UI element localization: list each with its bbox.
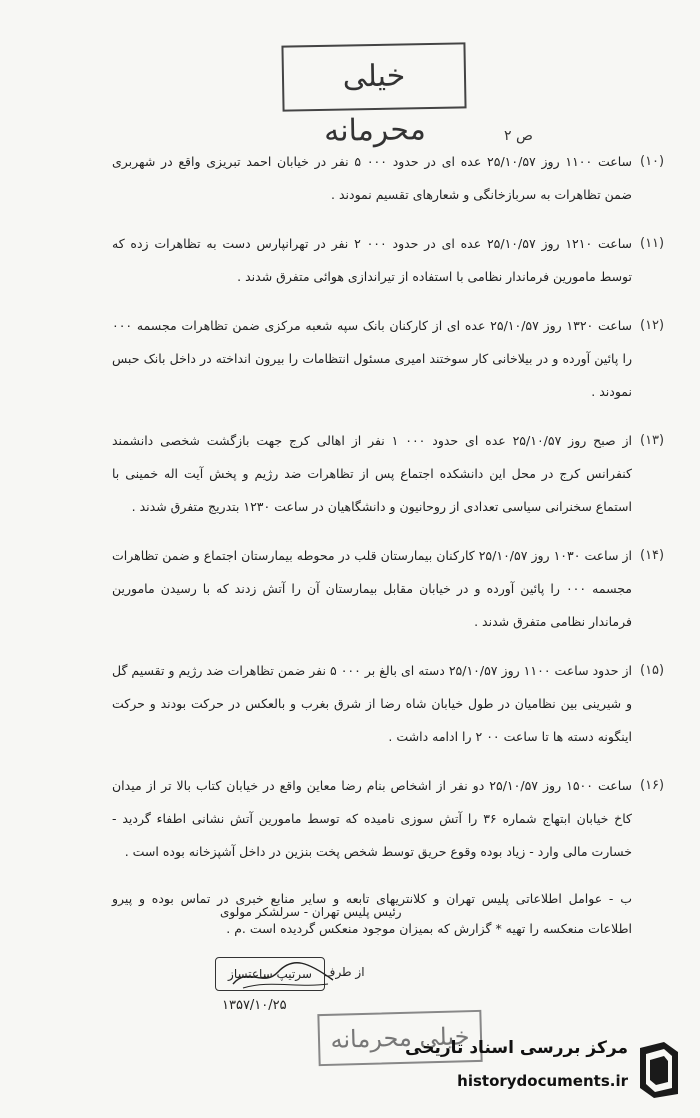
item-text: ساعت ۱۳۲۰ روز ۲۵/۱۰/۵۷ عده ای از کارکنان بانک سپه شعبه مرکزی ضمن تظاهرات مجسمه ۰۰۰ را پائین آورده و در بیلاخانی کار سوختند امیری مسئول انتظامات را بیرون انداخته در داخل بانک حبس نمودند . — [112, 318, 632, 399]
report-footnote: ب - عوامل اطلاعاتی پلیس تهران و کلانتریهای تابعه و سایر منابع خبری در تماس بوده و پیرو اطلاعات منعکسه را تهیه * گزارش که بمیزان موجود منعکس گردیده است .م . — [112, 891, 632, 936]
item-text: از حدود ساعت ۱۱۰۰ روز ۲۵/۱۰/۵۷ دسته ای بالغ بر ۰۰۰ ۵ نفر ضمن تظاهرات ضد رژیم و تقسیم گل و شیرینی بین نظامیان در طول خیابان شاه رضا از شرق بغرب و بالعکس در حرکت بودند و حرکت اینگونه دسته ها تا ساعت ۰۰ ۲ را ادامه داشت . — [112, 663, 632, 744]
report-item-13 — [112, 424, 665, 523]
watermark-footer — [400, 1032, 690, 1110]
item-number: (۱۲) — [640, 318, 665, 333]
signature-date: ۱۳۵۷/۱۰/۲۵ — [222, 998, 287, 1013]
book-logo-icon — [634, 1038, 684, 1100]
classification-stamp-bottom: خیلی محرمانه — [317, 1010, 482, 1066]
item-number: (۱۱) — [640, 236, 665, 251]
classification-stamp-top: خیلی محرمانه — [281, 42, 466, 111]
item-number: (۱۳) — [640, 433, 665, 448]
page-number: ص ۲ — [504, 128, 533, 144]
item-number: (۱۶) — [640, 778, 665, 793]
report-item-14 — [112, 539, 665, 638]
report-item-16 — [112, 769, 665, 868]
item-number: (۱۰) — [640, 154, 665, 169]
item-number: (۱۵) — [640, 663, 665, 678]
watermark-url: historydocuments.ir — [457, 1072, 628, 1090]
signature-scribble-icon — [228, 958, 338, 992]
item-text: از ساعت ۱۰۳۰ روز ۲۵/۱۰/۵۷ کارکنان بیمارستان قلب در محوطه بیمارستان اجتماع و ضمن تظاهرات مجسمه ۰۰۰ را پائین آورده و در خیابان مقابل بیمارستان آن را آتش زدند که با رسیدن مامورین فرماندار نظامی متفرق شدند . — [112, 548, 632, 629]
signature-official-title: رئیس پلیس تهران - سرلشکر مولوی — [220, 905, 402, 919]
report-body — [112, 145, 665, 944]
watermark-title: مرکز بررسی اسناد تاریخی — [405, 1038, 628, 1058]
signature-on-behalf-label: از طرف — [323, 965, 365, 979]
report-item-12 — [112, 309, 665, 408]
report-item-10 — [112, 145, 665, 211]
item-text: ساعت ۱۵۰۰ روز ۲۵/۱۰/۵۷ دو نفر از اشخاص بنام رضا معاین واقع در خیابان کتاب بالا تر از میدان کاخ خیابان ابتهاج شماره ۳۶ را آتش سوزی نامیده که توسط مامورین آتش نشانی اطفاء گردید - خسارت مالی وارد - زیاد بوده وقوع حریق توسط شخص پخت بنزین در داخل آشپزخانه بوده است . — [112, 778, 632, 859]
item-text: ساعت ۱۱۰۰ روز ۲۵/۱۰/۵۷ عده ای در حدود ۰۰۰ ۵ نفر در خیابان احمد تبریزی واقع در شهربری ضمن تظاهرات به سربازخانگی و شعارهای تقسیم نمودند . — [112, 154, 632, 202]
item-text: از صبح روز ۲۵/۱۰/۵۷ عده ای حدود ۰۰۰ ۱ نفر از اهالی کرج جهت بازگشت شخصی دانشمند کنفرانس کرج در محل این دانشکده اجتماع پس از تظاهرات ضد رژیم و پخش آیت اله خمینی با استماع سخنرانی سیاسی تعدادی از روحانیون و دانشگاهیان در ساعت ۱۲۳۰ بتدریج متفرق شدند . — [112, 433, 632, 514]
signature-name-stamp: سرتیپ ساعتساز — [215, 957, 325, 991]
item-text: ساعت ۱۲۱۰ روز ۲۵/۱۰/۵۷ عده ای در حدود ۰۰۰ ۲ نفر در تهرانپارس دست به تظاهرات زده که توسط مامورین فرماندار نظامی با استفاده از تیراندازی هوائی متفرق شدند . — [112, 236, 632, 284]
item-number: (۱۴) — [640, 548, 665, 563]
report-item-15 — [112, 654, 665, 753]
report-item-11 — [112, 227, 665, 293]
